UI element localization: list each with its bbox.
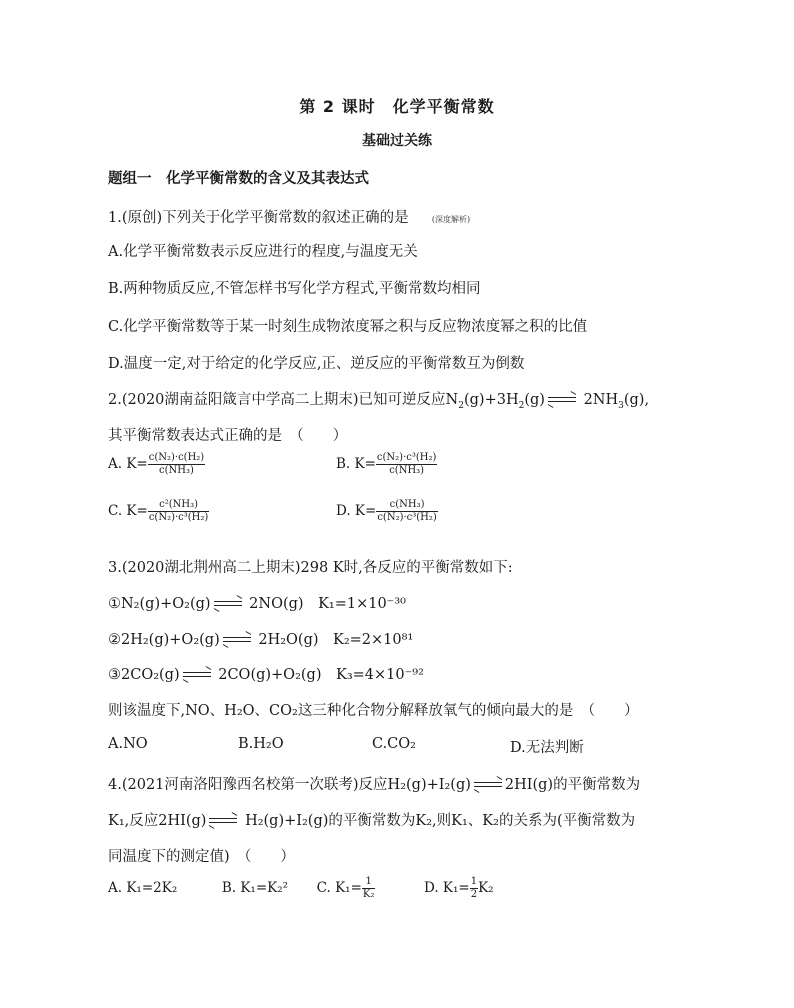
q2-option-b xyxy=(336,452,437,477)
equilibrium-arrow xyxy=(183,671,211,679)
q3-r3-right: 2CO(g)+O₂(g) xyxy=(218,667,322,683)
q4-options xyxy=(108,876,494,901)
q2-b-fraction xyxy=(376,452,437,477)
q3-r3-k: K₃=4×10⁻⁹² xyxy=(335,667,424,683)
q2-d-label: D. K= xyxy=(336,503,377,519)
q4-d-tail: K₂ xyxy=(478,880,494,896)
q4-c-num: 1 xyxy=(362,876,375,889)
q3-r1-left: ①N₂(g)+O₂(g) xyxy=(108,596,211,612)
q2-stem-d: 2NH xyxy=(583,392,619,408)
q4-option-d xyxy=(423,876,494,900)
q2-option-c xyxy=(108,499,209,524)
q2-c-num: c²(NH₃) xyxy=(148,499,209,512)
q2-stem-a: 2.(2020湖南益阳箴言中学高二上期末)已知可逆反应N xyxy=(108,392,459,408)
q4-line1-a: 4.(2021河南洛阳豫西名校第一次联考)反应H₂(g)+I₂(g) xyxy=(108,777,471,793)
q3-reaction-2 xyxy=(108,628,413,649)
q2-a-den: c(NH₃) xyxy=(159,465,194,476)
equilibrium-arrow xyxy=(223,636,251,644)
q4-option-c xyxy=(316,876,376,900)
q3-question: 则该温度下,NO、H₂O、CO₂这三种化合物分解释放氧气的倾向最大的是 （ ） xyxy=(108,703,639,719)
q2-a-num: c(N₂)·c(H₂) xyxy=(148,452,205,463)
q4-c-fraction xyxy=(362,876,375,901)
q2-b-label: B. K= xyxy=(336,456,376,472)
q3-r2-k: K₂=2×10⁸¹ xyxy=(333,632,414,648)
q2-c-fraction xyxy=(148,499,209,524)
q3-option-d: D.无法判断 xyxy=(510,740,584,756)
q4-option-b: B. K₁=K₂² xyxy=(221,880,289,896)
q1-option-a: A.化学平衡常数表示反应进行的程度,与温度无关 xyxy=(108,244,418,260)
q1-stem-text: 1.(原创)下列关于化学平衡常数的叙述正确的是 xyxy=(108,210,409,226)
q4-line1-b: 2HI(g)的平衡常数为 xyxy=(504,777,641,793)
q4-d-num: 1 xyxy=(470,876,478,887)
q2-c-label: C. K= xyxy=(108,503,148,519)
equilibrium-arrow xyxy=(548,396,576,404)
q2-a-label: A. K= xyxy=(108,456,148,472)
q2-d-fraction xyxy=(376,499,437,524)
page-title: 第 2 课时 化学平衡常数 xyxy=(299,97,495,116)
q4-d-label: D. K₁= xyxy=(423,880,470,896)
q4-c-den: K₂ xyxy=(362,889,375,900)
q2-d-den: c(N₂)·c³(H₂) xyxy=(377,512,437,523)
q2-stem: 2.(2020湖南益阳箴言中学高二上期末)已知可逆反应$N_2(g)+3H_2(g)$ $2NH_3(g)$, xyxy=(108,392,650,411)
q2-stem-e: (g), xyxy=(623,392,650,408)
q1-option-b: B.两种物质反应,不管怎样书写化学方程式,平衡常数均相同 xyxy=(108,281,481,297)
q1-stem xyxy=(108,206,470,227)
q4-d-fraction xyxy=(470,876,478,901)
q4-d-den: 2 xyxy=(470,889,478,900)
q2-stem-b: (g)+3H xyxy=(463,392,519,408)
q3-option-a: A.NO xyxy=(108,736,148,752)
q3-r3-left: ③2CO₂(g) xyxy=(108,667,180,683)
q4-line-2 xyxy=(108,809,635,830)
q4-option-a: A. K₁=2K₂ xyxy=(108,880,178,896)
equilibrium-arrow xyxy=(214,600,242,608)
q2-stem-c: (g) xyxy=(524,392,545,408)
q3-option-b: B.H₂O xyxy=(238,736,284,752)
q2-b-den: c(NH₃) xyxy=(389,465,425,476)
q2-stem2: 其平衡常数表达式正确的是 （ ） xyxy=(108,428,348,444)
q2-a-fraction xyxy=(148,452,205,477)
q3-r1-k: K₁=1×10⁻³⁰ xyxy=(318,596,406,612)
q1-option-d: D.温度一定,对于给定的化学反应,正、逆反应的平衡常数互为倒数 xyxy=(108,356,525,372)
q2-c-den: c(N₂)·c³(H₂) xyxy=(148,512,209,523)
q3-r2-right: 2H₂O(g) xyxy=(258,632,319,648)
q3-stem: 3.(2020湖北荆州高二上期末)298 K时,各反应的平衡常数如下: xyxy=(108,560,513,576)
question-group-heading: 题组一 化学平衡常数的含义及其表达式 xyxy=(108,171,369,187)
q3-option-c: C.CO₂ xyxy=(372,736,416,752)
q2-option-d xyxy=(336,499,438,524)
q4-line2-a: K₁,反应2HI(g) xyxy=(108,813,207,829)
q1-option-c: C.化学平衡常数等于某一时刻生成物浓度幂之积与反应物浓度幂之积的比值 xyxy=(108,319,588,335)
equilibrium-arrow xyxy=(474,781,502,789)
q4-line-1 xyxy=(108,773,640,794)
equilibrium-arrow xyxy=(209,817,237,825)
q2-option-a xyxy=(108,452,205,477)
q3-reaction-3 xyxy=(108,663,424,684)
q4-line2-b: H₂(g)+I₂(g)的平衡常数为K₂,则K₁、K₂的关系为(平衡常数为 xyxy=(245,813,636,829)
q3-r1-right: 2NO(g) xyxy=(249,596,304,612)
q3-reaction-1 xyxy=(108,592,406,613)
q2-b-num: c(N₂)·c³(H₂) xyxy=(376,452,437,463)
section-subtitle: 基础过关练 xyxy=(362,133,432,149)
q4-line-3: 同温度下的测定值) （ ） xyxy=(108,849,295,865)
q4-c-label: C. K₁= xyxy=(316,880,362,896)
q3-r2-left: ②2H₂(g)+O₂(g) xyxy=(108,632,220,648)
q2-d-num: c(NH₃) xyxy=(376,499,437,512)
q1-tag: (深度解析) xyxy=(431,215,471,224)
